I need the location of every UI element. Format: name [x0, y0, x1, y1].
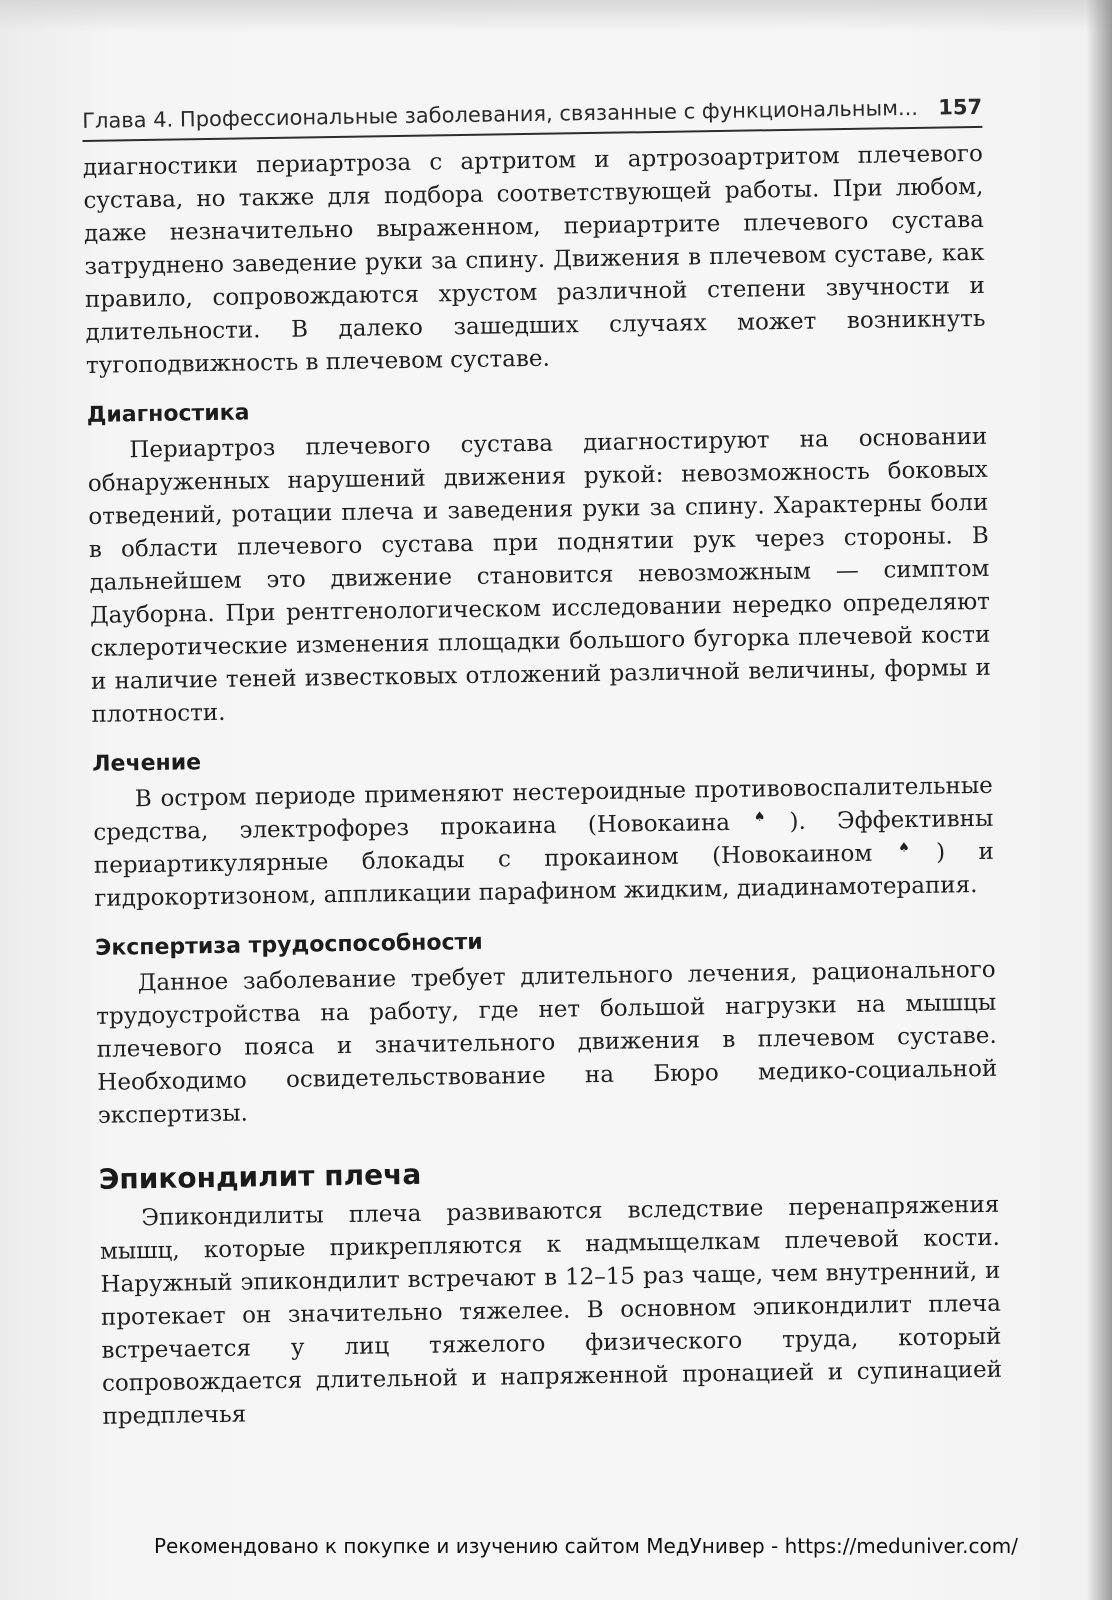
- diagnostics-paragraph: Периартроз плечевого сустава диагностируют на основании обнаруженных нарушений движения рукой: невозможность боковых отведений, ротации плеча и заведения руки за спину. Характерны боли в области плечевого сустава при поднятии рук через стороны. В дальнейшем это движение становится невозможным — симптом Дауборна. При рентгенологическом исследовании нередко определяют склеротические изменения площадки большого бугорка плечевой кости и наличие теней известковых отложений различной величины, формы и плотности.: [87, 423, 992, 728]
- expertise-paragraph: Данное заболевание требует длительного лечения, рационального трудоустройства на работу, где нет большой нагрузки на мышцы плечевого пояса и значительного движения в плечевом суставе. Необходимо освидетельствование на Бюро медико-социальной экспертизы.: [96, 956, 998, 1129]
- trademark-mark: ♠: [872, 840, 937, 857]
- treatment-heading: Лечение: [92, 750, 202, 777]
- trademark-mark: ♠: [729, 809, 790, 826]
- expertise-heading: Экспертиза трудоспособности: [95, 929, 483, 961]
- running-title: Глава 4. Профессиональные заболевания, связанные с функциональным...: [82, 95, 919, 133]
- treatment-paragraph: [93, 770, 995, 916]
- page-gutter-shadow: [1086, 0, 1112, 1600]
- treatment-text-3: ) и гидрокортизоном, аппликации парафином жидким, диадинамотерапия.: [94, 838, 994, 912]
- page-content: [82, 94, 1003, 1434]
- page-top-shadow: [0, 0, 1112, 32]
- watermark-text: Рекомендовано к покупке и изучению сайтом МедУнивер - https://meduniver.com/: [154, 1534, 1018, 1558]
- treatment-text-1: В остром периоде применяют нестероидные противовоспалительные средства, электрофорез прокаина (Новокаина: [93, 772, 993, 846]
- epicondylitis-paragraph: Эпикондилиты плеча развиваются вследствие перенапряжения мышц, которые прикрепляются к надмыщелкам плечевой кости. Наружный эпикондилит встречают в 12–15 раз чаще, чем внутренний, и протекает он значительно тяжелее. В основном эпикондилит плеча встречается у лиц тяжелого физического труда, который сопровождается длительной и напряженной пронацией и супинацией предплечья: [99, 1191, 1003, 1430]
- running-header: [82, 94, 982, 142]
- diagnostics-heading: Диагностика: [86, 400, 250, 428]
- page-number: 157: [938, 94, 983, 120]
- intro-paragraph: диагностики периартроза с артритом и артрозоартритом плечевого сустава, но также для подбора соответствующей работы. При любом, даже незначительно выраженном, периартрите плечевого сустава затруднено заведение руки за спину. Движения в плечевом суставе, как правило, сопровождаются хрустом различной степени звучности и длительности. В далеко зашедших случаях может возникнуть тугоподвижность в плечевом суставе.: [82, 140, 986, 379]
- treatment-text-2: ). Эффективны периартикулярные блокады с прокаином (Новокаином: [93, 805, 994, 879]
- epicondylitis-section-title: Эпикондилит плеча: [98, 1157, 422, 1196]
